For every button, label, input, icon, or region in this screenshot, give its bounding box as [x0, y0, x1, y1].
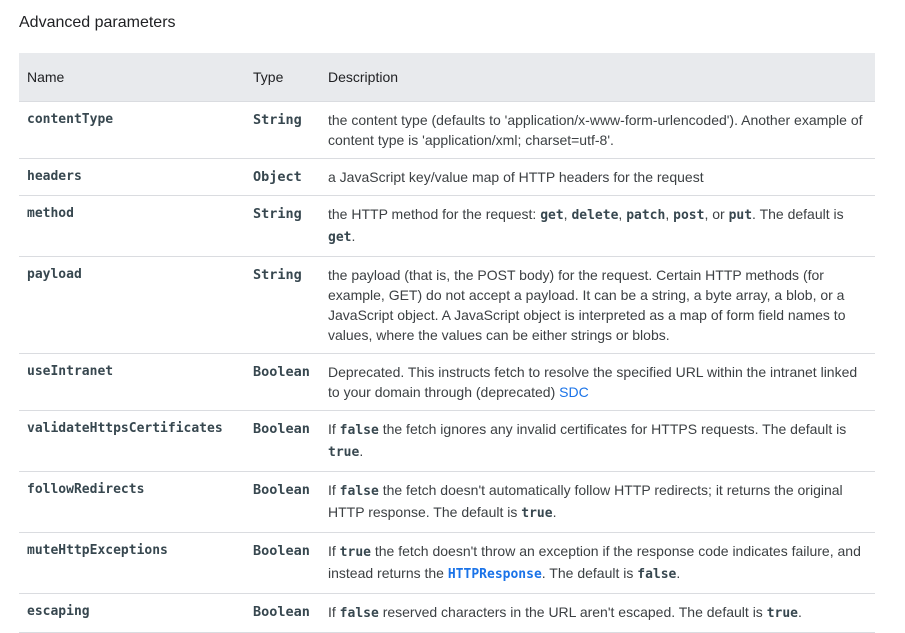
param-description [320, 256, 875, 353]
description-text: , [563, 205, 572, 222]
description-text: If [328, 481, 340, 498]
param-name: headers [19, 158, 245, 195]
description-text: If [328, 603, 340, 620]
param-name: method [19, 195, 245, 256]
inline-code: true [339, 544, 371, 560]
description-text: a JavaScript key/value map of HTTP headers for the request [328, 168, 704, 185]
table-row [19, 101, 875, 158]
description-text: , [665, 205, 674, 222]
description-text: , or [704, 205, 729, 222]
param-type: Object [245, 158, 320, 195]
parameters-table [19, 53, 875, 633]
inline-code: true [766, 605, 799, 621]
table-row [19, 593, 875, 632]
inline-code: true [521, 505, 553, 521]
description-text: . The default is [752, 205, 844, 222]
inline-code: get [328, 229, 352, 245]
inline-code: true [328, 444, 360, 460]
param-description [320, 158, 875, 195]
inline-code: false [637, 566, 677, 582]
description-text: Deprecated. This instructs fetch to resolve the specified URL within the intranet linked to your domain through (deprecated) [328, 363, 858, 400]
param-type: Boolean [245, 593, 320, 632]
param-name: muteHttpExceptions [19, 532, 245, 593]
description-text: . [359, 442, 364, 459]
description-text: . [552, 503, 557, 520]
param-type: Boolean [245, 532, 320, 593]
param-name: contentType [19, 101, 245, 158]
inline-code: delete [571, 207, 619, 223]
param-type: String [245, 256, 320, 353]
header-name: Name [27, 68, 65, 85]
description-text: the payload (that is, the POST body) for the request. Certain HTTP methods (for example, GET) do not accept a payload. It can be a string, a byte array, a blob, or a JavaScript object. A JavaScript object is interpreted as a map of form field names to values, where the values can be either strings or blobs. [328, 266, 846, 343]
param-name: followRedirects [19, 471, 245, 532]
inline-code: HTTPResponse [447, 566, 542, 582]
table-row [19, 195, 875, 256]
inline-code: patch [626, 207, 666, 223]
param-description [320, 195, 875, 256]
param-name: validateHttpsCertificates [19, 410, 245, 471]
inline-code: post [673, 207, 705, 223]
param-type: Boolean [245, 410, 320, 471]
table-row [19, 353, 875, 410]
inline-code: false [339, 422, 379, 438]
description-text: If [328, 542, 340, 559]
param-description [320, 532, 875, 593]
param-description [320, 410, 875, 471]
table-row [19, 471, 875, 532]
http-response-link[interactable] [448, 565, 542, 581]
table-row [19, 256, 875, 353]
param-description [320, 593, 875, 632]
param-name: payload [19, 256, 245, 353]
header-type: Type [253, 68, 284, 85]
description-text: the fetch ignores any invalid certificates for HTTPS requests. The default is [378, 420, 847, 437]
description-text: reserved characters in the URL aren't escaped. The default is [378, 603, 767, 620]
description-text: the fetch doesn't throw an exception if the response code indicates failure, and instead returns the [328, 542, 861, 581]
inline-code: false [339, 483, 379, 499]
param-type: Boolean [245, 353, 320, 410]
param-name: useIntranet [19, 353, 245, 410]
inline-code: get [540, 207, 564, 223]
description-text: . [351, 227, 356, 244]
param-name: escaping [19, 593, 245, 632]
description-text: . The default is [541, 564, 638, 581]
description-text: the HTTP method for the request: [328, 205, 541, 222]
description-text: the fetch doesn't automatically follow HTTP redirects; it returns the original HTTP response. The default is [328, 481, 843, 520]
param-description [320, 353, 875, 410]
description-text: If [328, 420, 340, 437]
param-type: String [245, 195, 320, 256]
inline-code: false [339, 605, 379, 621]
inline-code: put [728, 207, 753, 223]
sdc-link[interactable]: SDC [559, 383, 589, 400]
table-header-row [19, 53, 875, 101]
param-description [320, 101, 875, 158]
param-type: Boolean [245, 471, 320, 532]
table-row [19, 532, 875, 593]
description-text: , [618, 205, 627, 222]
table-row [19, 158, 875, 195]
description-text: the content type (defaults to 'application/x-www-form-urlencoded'). Another example of content type is 'application/xml; charset=utf-8'. [328, 111, 863, 148]
table-row [19, 410, 875, 471]
section-title: Advanced parameters [19, 14, 176, 31]
header-description: Description [328, 68, 399, 85]
description-text: . [798, 603, 802, 620]
param-type: String [245, 101, 320, 158]
description-text: . [676, 564, 681, 581]
param-description [320, 471, 875, 532]
